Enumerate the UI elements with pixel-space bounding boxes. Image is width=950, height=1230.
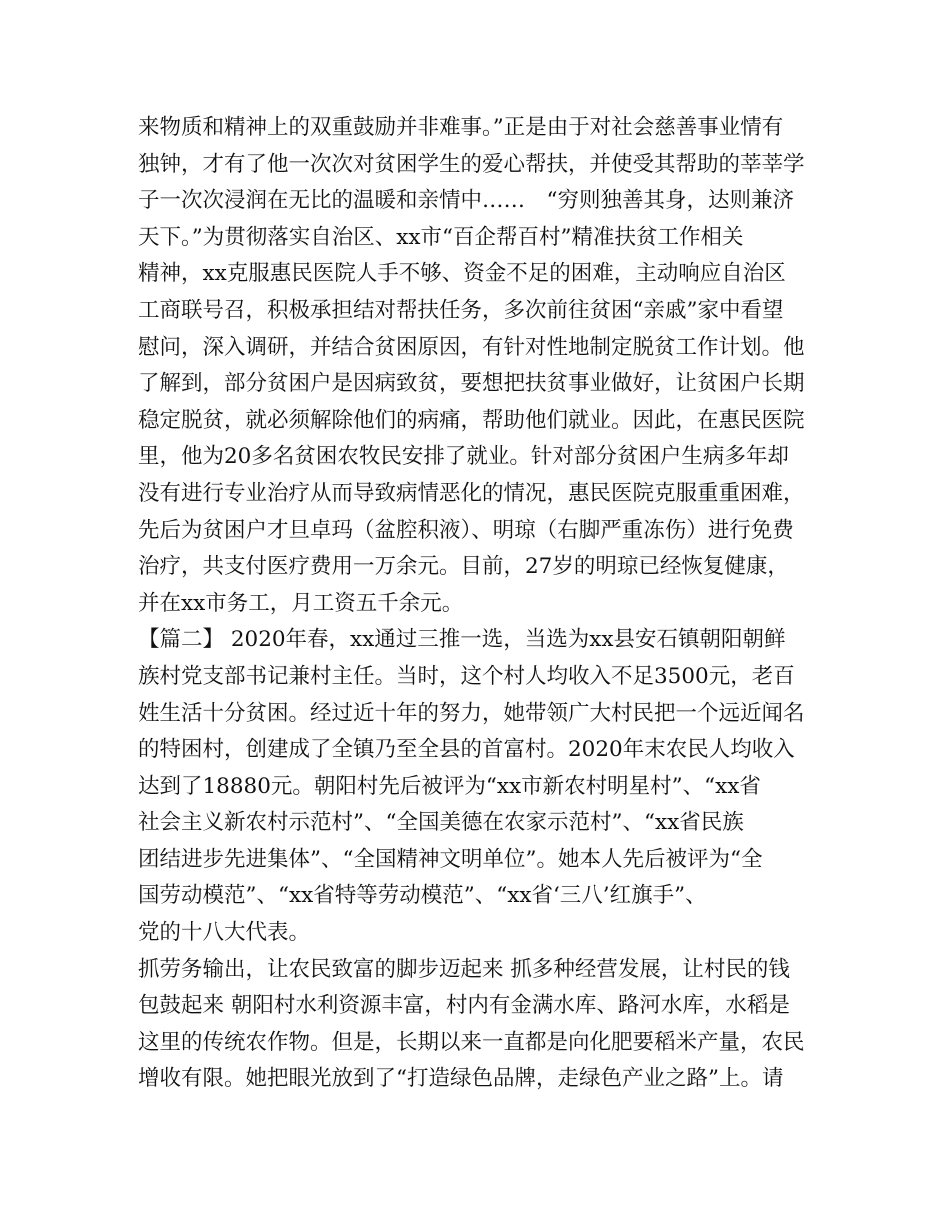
- text-line: 并在xx市务工，月工资五千余元。: [138, 590, 464, 616]
- text-line: 精神，xx克服惠民医院人手不够、资金不足的困难，主动响应自治区: [138, 261, 786, 287]
- text-line: 达到了18880元。朝阳村先后被评为“xx市新农村明星村”、“xx省: [138, 773, 761, 799]
- text-line: 工商联号召，积极承担结对帮扶任务，多次前往贫困“亲戚”家中看望: [138, 297, 784, 323]
- text-line: 里，他为20多名贫困农牧民安排了就业。针对部分贫困户生病多年却: [138, 444, 789, 470]
- text-line: 党的十八大代表。: [138, 920, 311, 946]
- text-line: 慰问，深入调研，并结合贫困原因，有针对性地制定脱贫工作计划。他: [138, 334, 805, 360]
- text-line: 包鼓起来 朝阳村水利资源丰富，村内有金满水库、路河水库，水稻是: [138, 993, 790, 1019]
- text-line: 族村党支部书记兼村主任。当时，这个村人均收入不足3500元，老百: [138, 663, 795, 689]
- text-line: 增收有限。她把眼光放到了“打造绿色品牌，走绿色产业之路”上。请: [138, 1066, 784, 1092]
- text-line: 了解到，部分贫困户是因病致贫，要想把扶贫事业做好，让贫困户长期: [138, 371, 805, 397]
- text-line: 稳定脱贫，就必须解除他们的病痛，帮助他们就业。因此，在惠民医院: [138, 407, 805, 433]
- text-line: 社会主义新农村示范村”、“全国美德在农家示范村”、“xx省民族: [138, 810, 744, 836]
- text-line: 的特困村，创建成了全镇乃至全县的首富村。2020年末农民人均收入: [138, 737, 795, 763]
- text-line: 团结进步先进集体”、“全国精神文明单位”。她本人先后被评为“全: [138, 846, 763, 872]
- text-line: 独钟，才有了他一次次对贫困学生的爱心帮扶，并使受其帮助的莘莘学: [138, 151, 805, 177]
- text-line: 先后为贫困户才旦卓玛（盆腔积液）、明琼（右脚严重冻伤）进行免费: [138, 517, 794, 543]
- text-line: 【篇二】 2020年春，xx通过三推一选，当选为xx县安石镇朝阳朝鲜: [138, 627, 786, 653]
- text-line: 国劳动模范”、“xx省特等劳动模范”、“xx省‘三八’红旗手”、: [138, 883, 707, 909]
- text-line: 子一次次浸润在无比的温暖和亲情中…… “穷则独善其身，达则兼济: [138, 188, 794, 214]
- text-line: 治疗，共支付医疗费用一万余元。目前，27岁的明琼已经恢复健康，: [138, 554, 789, 580]
- text-line: 天下。”为贯彻落实自治区、xx市“百企帮百村”精准扶贫工作相关: [138, 224, 744, 250]
- text-line: 姓生活十分贫困。经过近十年的努力，她带领广大村民把一个远近闻名: [138, 700, 805, 726]
- text-line: 来物质和精神上的双重鼓励并非难事。”正是由于对社会慈善事业情有: [138, 115, 784, 140]
- text-line: 抓劳务输出，让农民致富的脚步迈起来 抓多种经营发展，让村民的钱: [138, 956, 790, 982]
- text-line: 这里的传统农作物。但是，长期以来一直都是向化肥要稻米产量，农民: [138, 1029, 805, 1055]
- body-text: [138, 110, 828, 1098]
- text-line: 没有进行专业治疗从而导致病情恶化的情况，惠民医院克服重重困难，: [138, 480, 805, 506]
